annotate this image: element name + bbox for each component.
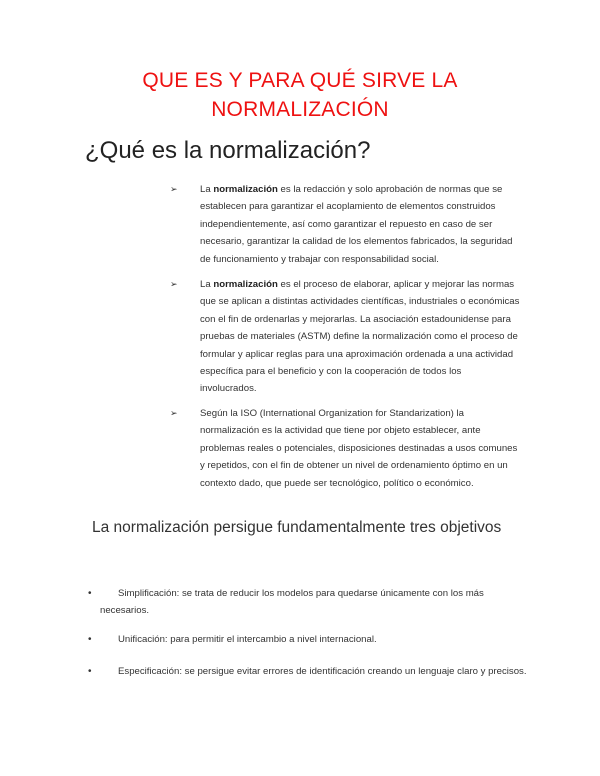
arrow-bullet-icon: ➢ bbox=[170, 408, 178, 418]
bullet-prefix: La bbox=[200, 279, 214, 290]
bullet-text: Según la ISO (International Organization for Standarization) la normalización es la actividad que tiene por objeto establecer, ante problemas reales o potenciales, disposiciones destinadas a usos comunes y repetidos, con el fin de obtener un nivel de ordenamiento óptimo en un contexto dado, que puede ser tecnológico, político o económico. bbox=[200, 408, 518, 489]
objective-text: Especificación: se persigue evitar errores de identificación creando un lenguaje claro y precisos. bbox=[118, 666, 527, 677]
title-line-1: QUE ES Y PARA QUÉ SIRVE LA bbox=[142, 69, 458, 92]
arrow-bullet-icon: ➢ bbox=[170, 279, 178, 289]
arrow-bullet-icon: ➢ bbox=[170, 184, 178, 194]
bullet-text: es la redacción y solo aprobación de normas que se establecen para garantizar el acoplamiento de elementos construidos independientemente, así como garantizar el repuesto en caso de ser necesario, garantizar la calidad de los elementos fabricados, la seguridad de funcionamiento y trabajar con responsabilidad social. bbox=[200, 184, 513, 265]
definition-bullet-2 bbox=[170, 276, 520, 398]
dot-bullet-icon: • bbox=[88, 634, 92, 645]
bullet-prefix: La bbox=[200, 184, 214, 195]
dot-bullet-icon: • bbox=[88, 588, 92, 599]
section-subtitle: ¿Qué es la normalización? bbox=[85, 137, 371, 164]
objectives-heading: La normalización persigue fundamentalmente tres objetivos bbox=[92, 519, 502, 536]
objective-item-2 bbox=[88, 631, 530, 648]
objective-text: Simplificación: se trata de reducir los modelos para quedarse únicamente con los más necesarios. bbox=[100, 588, 484, 617]
bullet-bold-term: normalización bbox=[213, 184, 278, 195]
definition-bullet-3 bbox=[170, 405, 520, 492]
objective-item-1 bbox=[88, 585, 530, 620]
document-title bbox=[0, 66, 600, 124]
bullet-bold-term: normalización bbox=[213, 279, 278, 290]
dot-bullet-icon: • bbox=[88, 666, 92, 677]
definition-bullet-1 bbox=[170, 181, 520, 268]
objective-text: Unificación: para permitir el intercambio a nivel internacional. bbox=[118, 634, 377, 645]
title-line-2: NORMALIZACIÓN bbox=[211, 98, 389, 121]
objective-item-3 bbox=[88, 663, 530, 680]
bullet-text: es el proceso de elaborar, aplicar y mejorar las normas que se aplican a distintas actividades científicas, industriales o económicas con el fin de ordenarlas y mejorarlas. La asociación estadounidense para pruebas de materiales (ASTM) define la normalización como el proceso de formular y aplicar reglas para una aproximación ordenada a una actividad específica para el beneficio y con la cooperación de todos los involucrados. bbox=[200, 279, 520, 395]
